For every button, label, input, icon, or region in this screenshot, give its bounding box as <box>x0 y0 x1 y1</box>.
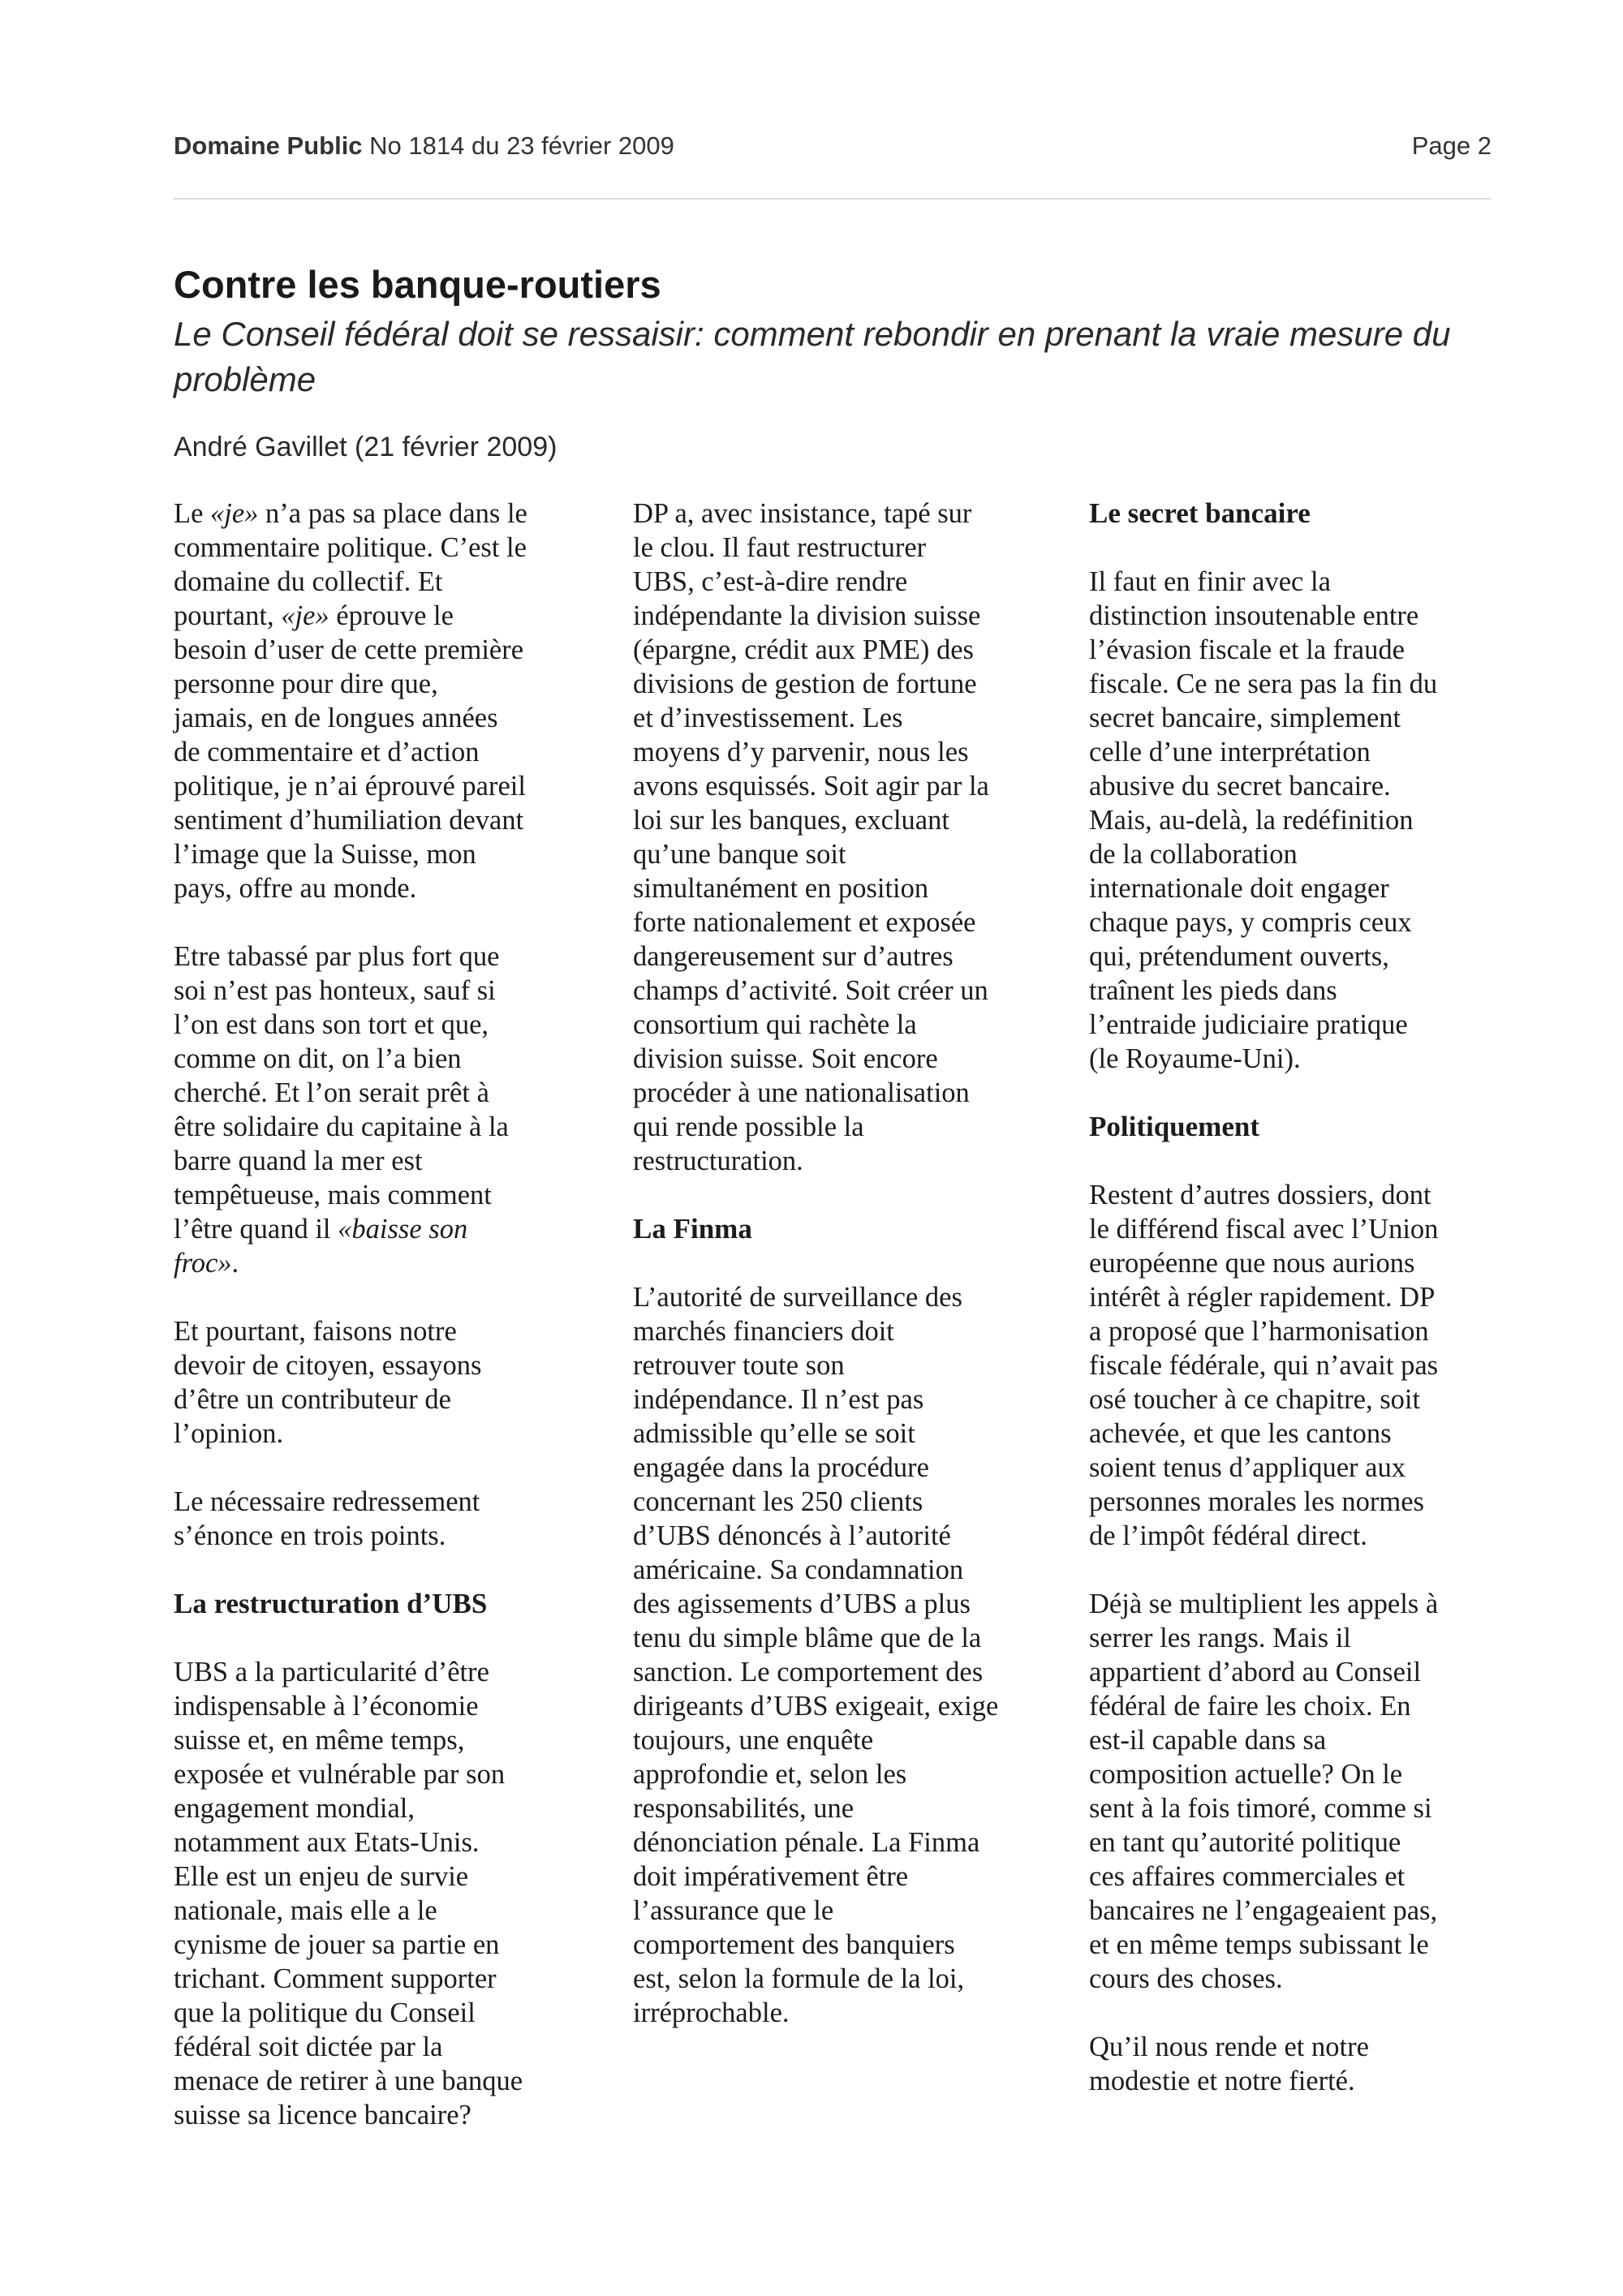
text-line: l’évasion fiscale et la fraude <box>1089 634 1405 665</box>
text-line: de la collaboration <box>1089 839 1298 870</box>
text-line: d’être un contributeur de <box>174 1384 451 1415</box>
text-line: politique, je n’ai éprouvé pareil <box>174 771 526 802</box>
text-line: sentiment d’humiliation devant <box>174 805 524 836</box>
text-line: intérêt à régler rapidement. DP <box>1089 1282 1436 1313</box>
text-line: (épargne, crédit aux PME) des <box>633 634 974 665</box>
paragraph <box>1089 2030 1543 2098</box>
text-line: UBS a la particularité d’être <box>174 1657 489 1688</box>
text-line: de l’impôt fédéral direct. <box>1089 1520 1367 1551</box>
text-line: tenu du simple blâme que de la <box>633 1623 982 1653</box>
text-line: simultanément en position <box>633 873 929 904</box>
text-line: appartient d’abord au Conseil <box>1089 1657 1422 1688</box>
text-line: l’opinion. <box>174 1418 284 1449</box>
text-line: engagée dans la procédure <box>633 1452 929 1483</box>
text-line: américaine. Sa condamnation <box>633 1554 964 1585</box>
text-line: Il faut en finir avec la <box>1089 566 1331 597</box>
article-subtitle: Le Conseil fédéral doit se ressaisir: comment rebondir en prenant la vraie mesure du problème <box>174 315 1451 398</box>
text-line: achevée, et que les cantons <box>1089 1418 1392 1449</box>
text-line: pourtant, «je» éprouve le <box>174 600 454 631</box>
text-line: procéder à une nationalisation <box>633 1077 970 1108</box>
paragraph <box>1089 1587 1543 1996</box>
text-line: Et pourtant, faisons notre <box>174 1316 457 1347</box>
text-line: l’on est dans son tort et que, <box>174 1009 489 1040</box>
text-line: consortium qui rachète la <box>633 1009 917 1040</box>
text-line: suisse et, en même temps, <box>174 1725 465 1756</box>
text-line: dangereusement sur d’autres <box>633 941 954 972</box>
paragraph <box>633 497 1087 1178</box>
text-line: Etre tabassé par plus fort que <box>174 941 500 972</box>
text-line: l’être quand il «baisse son <box>174 1214 468 1245</box>
section-heading: Politiquement <box>1089 1111 1259 1142</box>
text-line: qui, prétendument ouverts, <box>1089 941 1389 972</box>
text-line: nationale, mais elle a le <box>174 1895 437 1926</box>
text-line: toujours, une enquête <box>633 1725 874 1756</box>
text-line: l’image que la Suisse, mon <box>174 839 476 870</box>
text-line: devoir de citoyen, essayons <box>174 1350 482 1381</box>
text-line: Restent d’autres dossiers, dont <box>1089 1180 1431 1210</box>
text-line: suisse sa licence bancaire? <box>174 2100 471 2130</box>
text-line: notamment aux Etats-Unis. <box>174 1827 480 1858</box>
text-line: que la politique du Conseil <box>174 1997 476 2028</box>
text-line: DP a, avec insistance, tapé sur <box>633 498 972 529</box>
text-line: commentaire politique. C’est le <box>174 532 527 563</box>
text-line: avons esquissés. Soit agir par la <box>633 771 989 802</box>
text-line: domaine du collectif. Et <box>174 566 443 597</box>
text-line: approfondie et, selon les <box>633 1759 907 1790</box>
text-line: champs d’activité. Soit créer un <box>633 975 988 1006</box>
text-line: modestie et notre fierté. <box>1089 2066 1355 2096</box>
page-header <box>174 131 1492 172</box>
text-line: fédéral de faire les choix. En <box>1089 1691 1411 1722</box>
text-line: abusive du secret bancaire. <box>1089 771 1391 802</box>
section-heading: La Finma <box>633 1213 752 1245</box>
text-line: sent à la fois timoré, comme si <box>1089 1793 1432 1824</box>
text-line: pays, offre au monde. <box>174 873 417 904</box>
text-line: L’autorité de surveillance des <box>633 1282 962 1313</box>
text-line: engagement mondial, <box>174 1793 415 1824</box>
text-line: composition actuelle? On le <box>1089 1759 1403 1790</box>
text-line: personnes morales les normes <box>1089 1486 1424 1517</box>
text-line: irréprochable. <box>633 1997 790 2028</box>
text-line: division suisse. Soit encore <box>633 1043 938 1074</box>
page-number: Page 2 <box>1411 131 1492 160</box>
section-heading: La restructuration d’UBS <box>174 1588 488 1619</box>
text-line: européenne que nous aurions <box>1089 1248 1415 1279</box>
text-line: indispensable à l’économie <box>174 1691 479 1722</box>
text-line: indépendance. Il n’est pas <box>633 1384 924 1415</box>
text-line: celle d’une interprétation <box>1089 737 1371 767</box>
text-line: jamais, en de longues années <box>174 703 498 733</box>
text-line: l’entraide judiciaire pratique <box>1089 1009 1408 1040</box>
text-line: de commentaire et d’action <box>174 737 480 767</box>
text-line: Déjà se multiplient les appels à <box>1089 1589 1439 1619</box>
text-line: cours des choses. <box>1089 1963 1283 1994</box>
text-line: retrouver toute son <box>633 1350 845 1381</box>
text-line: loi sur les banques, excluant <box>633 805 949 836</box>
text-line: qui rende possible la <box>633 1111 864 1142</box>
text-line: internationale doit engager <box>1089 873 1389 904</box>
paragraph <box>174 939 628 1280</box>
article-column-2 <box>633 497 1087 2064</box>
text-line: soi n’est pas honteux, sauf si <box>174 975 496 1006</box>
text-line: (le Royaume-Uni). <box>1089 1043 1301 1074</box>
text-line: cherché. Et l’on serait prêt à <box>174 1077 489 1108</box>
text-line: d’UBS dénoncés à l’autorité <box>633 1520 951 1551</box>
text-line: tempêtueuse, mais comment <box>174 1180 492 1210</box>
text-line: marchés financiers doit <box>633 1316 894 1347</box>
text-line: qu’une banque soit <box>633 839 846 870</box>
paragraph <box>174 1485 628 1553</box>
text-line: et d’investissement. Les <box>633 703 903 733</box>
text-line: Le «je» n’a pas sa place dans le <box>174 498 527 529</box>
text-line: trichant. Comment supporter <box>174 1963 497 1994</box>
article-byline: André Gavillet (21 février 2009) <box>174 432 558 462</box>
text-line: distinction insoutenable entre <box>1089 600 1419 631</box>
paragraph <box>1089 1178 1543 1553</box>
text-line: l’assurance que le <box>633 1895 834 1926</box>
article-column-1 <box>174 497 628 2166</box>
text-line: dénonciation pénale. La Finma <box>633 1827 980 1858</box>
text-line: menace de retirer à une banque <box>174 2066 523 2096</box>
text-line: le clou. Il faut restructurer <box>633 532 927 563</box>
text-line: en tant qu’autorité politique <box>1089 1827 1401 1858</box>
text-line: osé toucher à ce chapitre, soit <box>1089 1384 1421 1415</box>
header-divider <box>174 198 1492 200</box>
issue-info: No 1814 du 23 février 2009 <box>369 131 674 160</box>
paragraph <box>633 1280 1087 2030</box>
paragraph <box>174 1655 628 2132</box>
text-line: comportement des banquiers <box>633 1929 955 1960</box>
text-line: indépendante la division suisse <box>633 600 981 631</box>
article-title: Contre les banque-routiers <box>174 263 661 306</box>
text-line: doit impérativement être <box>633 1861 909 1892</box>
text-line: forte nationalement et exposée <box>633 907 976 938</box>
text-line: Qu’il nous rende et notre <box>1089 2032 1369 2062</box>
text-line: traînent les pieds dans <box>1089 975 1337 1006</box>
text-line: fédéral soit dictée par la <box>174 2032 443 2062</box>
text-line: chaque pays, y compris ceux <box>1089 907 1412 938</box>
text-line: comme on dit, on l’a bien <box>174 1043 462 1074</box>
text-line: fiscale. Ce ne sera pas la fin du <box>1089 669 1438 699</box>
paragraph <box>1089 565 1543 1076</box>
text-line: secret bancaire, simplement <box>1089 703 1401 733</box>
text-line: cynisme de jouer sa partie en <box>174 1929 500 1960</box>
text-line: concernant les 250 clients <box>633 1486 923 1517</box>
text-line: divisions de gestion de fortune <box>633 669 977 699</box>
text-line: soient tenus d’appliquer aux <box>1089 1452 1406 1483</box>
text-line: UBS, c’est-à-dire rendre <box>633 566 908 597</box>
text-line: dirigeants d’UBS exigeait, exige <box>633 1691 999 1722</box>
text-line: s’énonce en trois points. <box>174 1520 446 1551</box>
text-line: restructuration. <box>633 1146 803 1176</box>
text-line: barre quand la mer est <box>174 1146 423 1176</box>
text-line: a proposé que l’harmonisation <box>1089 1316 1429 1347</box>
paragraph <box>174 1314 628 1451</box>
text-line: ces affaires commerciales et <box>1089 1861 1406 1892</box>
text-line: admissible qu’elle se soit <box>633 1418 915 1449</box>
text-line: est, selon la formule de la loi, <box>633 1963 965 1994</box>
text-line: besoin d’user de cette première <box>174 634 524 665</box>
text-line: exposée et vulnérable par son <box>174 1759 506 1790</box>
text-line: le différend fiscal avec l’Union <box>1089 1214 1439 1245</box>
paragraph <box>174 497 628 905</box>
text-line: et en même temps subissant le <box>1089 1929 1429 1960</box>
article-column-3 <box>1089 497 1543 2132</box>
text-line: fiscale fédérale, qui n’avait pas <box>1089 1350 1439 1381</box>
text-line: des agissements d’UBS a plus <box>633 1589 971 1619</box>
text-line: sanction. Le comportement des <box>633 1657 984 1688</box>
section-heading: Le secret bancaire <box>1089 497 1311 529</box>
text-line: Elle est un enjeu de survie <box>174 1861 469 1892</box>
text-line: être solidaire du capitaine à la <box>174 1111 509 1142</box>
text-line: Le nécessaire redressement <box>174 1486 480 1517</box>
text-line: responsabilités, une <box>633 1793 855 1824</box>
text-line: froc». <box>174 1248 239 1279</box>
text-line: moyens d’y parvenir, nous les <box>633 737 969 767</box>
publication-name: Domaine Public <box>174 131 363 160</box>
text-line: bancaires ne l’engageaient pas, <box>1089 1895 1438 1926</box>
text-line: personne pour dire que, <box>174 669 438 699</box>
text-line: Mais, au-delà, la redéfinition <box>1089 805 1414 836</box>
text-line: est-il capable dans sa <box>1089 1725 1327 1756</box>
text-line: serrer les rangs. Mais il <box>1089 1623 1351 1653</box>
